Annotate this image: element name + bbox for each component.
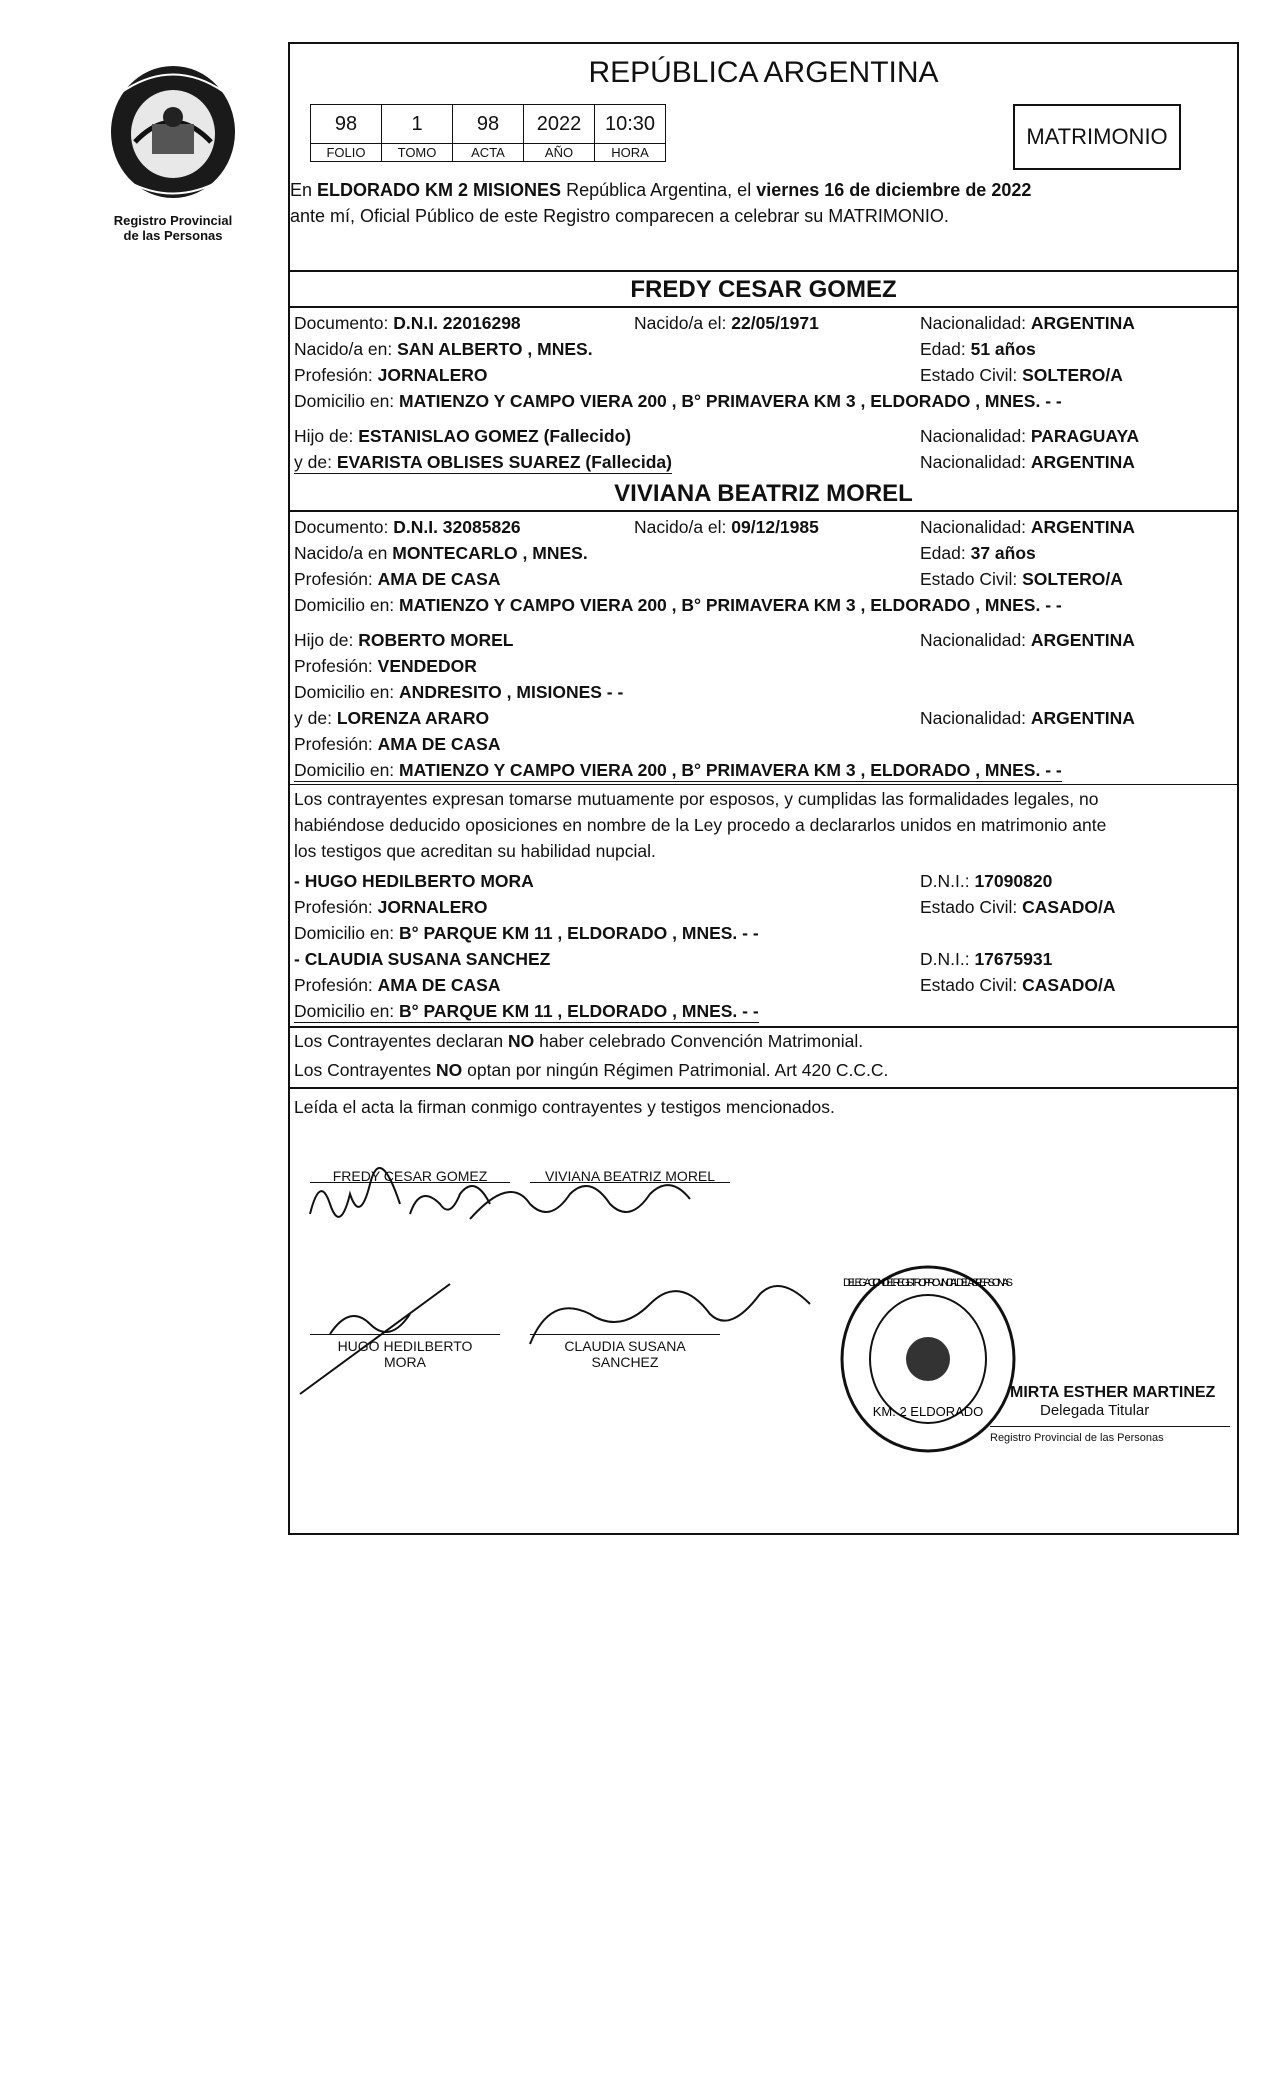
field-label: Nacido/a en	[294, 543, 393, 563]
field-value: SAN ALBERTO , MNES.	[397, 339, 593, 359]
field-label: Estado Civil:	[920, 569, 1023, 589]
text: optan por ningún Régimen Patrimonial. Art 420 C.C.C.	[462, 1060, 889, 1080]
intro-line2: ante mí, Oficial Público de este Registro comparecen a celebrar su MATRIMONIO.	[290, 206, 949, 226]
ano-value: 2022	[524, 105, 595, 144]
hora-label: HORA	[595, 144, 666, 162]
field-label: Domicilio en:	[294, 391, 400, 411]
field-value: B° PARQUE KM 11 , ELDORADO , MNES. - -	[399, 923, 759, 943]
field-label: Domicilio en:	[294, 595, 400, 615]
spouse1-profession	[294, 364, 488, 386]
signature-label-witness2	[530, 1338, 720, 1370]
field-label: D.N.I.:	[920, 871, 975, 891]
stamp-inner-text: KM. 2 ELDORADO	[872, 1404, 984, 1419]
witness1-dni	[920, 870, 1052, 892]
official-office: Registro Provincial de las Personas	[990, 1426, 1230, 1447]
witness1-sig-line1: HUGO HEDILBERTO	[337, 1338, 473, 1354]
intro-prefix: En	[290, 180, 318, 200]
divider	[290, 1026, 1237, 1028]
ceremony-date: viernes 16 de diciembre de 2022	[756, 180, 1032, 200]
signature-label-spouse2: VIVIANA BEATRIZ MOREL	[544, 1168, 716, 1184]
divider	[290, 510, 1237, 512]
official-title: Delegada Titular	[1040, 1402, 1150, 1419]
field-label: Profesión:	[294, 569, 378, 589]
field-value: 22/05/1971	[731, 313, 819, 333]
field-value: MATIENZO Y CAMPO VIERA 200 , B° PRIMAVERA KM 3 , ELDORADO , MNES. - -	[399, 391, 1062, 411]
declaration-line2: habiéndose deducido oposiciones en nombre de la Ley procedo a declararlos unidos en matrimonio ante	[294, 815, 1107, 835]
field-label: Profesión:	[294, 897, 378, 917]
spouse2-father-nationality	[920, 629, 1135, 651]
field-label: Nacido/a el:	[634, 517, 732, 537]
closing-statement: Leída el acta la firman conmigo contrayentes y testigos mencionados.	[294, 1097, 835, 1117]
field-value: 09/12/1985	[731, 517, 819, 537]
tomo-value: 1	[382, 105, 453, 144]
registry-logo	[100, 62, 246, 242]
field-label: Profesión:	[294, 734, 378, 754]
text: haber celebrado Convención Matrimonial.	[534, 1031, 864, 1051]
spouse2-address	[294, 594, 1062, 616]
field-value: AMA DE CASA	[377, 569, 501, 589]
field-label: Nacionalidad:	[920, 630, 1031, 650]
witness1-address	[294, 922, 759, 944]
witness1-civil-status	[920, 896, 1115, 918]
field-label: y de:	[294, 452, 337, 472]
spouse1-nationality	[920, 312, 1135, 334]
witness2-dni	[920, 948, 1052, 970]
field-label: Profesión:	[294, 365, 378, 385]
field-value: JORNALERO	[377, 897, 488, 917]
field-value: B° PARQUE KM 11 , ELDORADO , MNES. - -	[399, 1001, 759, 1021]
field-label: Nacionalidad:	[920, 708, 1031, 728]
spouse2-birthdate	[634, 516, 819, 538]
field-label: Estado Civil:	[920, 975, 1023, 995]
field-value: D.N.I. 22016298	[393, 313, 521, 333]
spouse1-age	[920, 338, 1036, 360]
signature-label-spouse1: FREDY CESAR GOMEZ	[332, 1168, 488, 1184]
intro-middle: República Argentina, el	[561, 180, 757, 200]
field-value: JORNALERO	[377, 365, 488, 385]
field-label: Nacionalidad:	[920, 313, 1031, 333]
text: Los Contrayentes	[294, 1060, 437, 1080]
signature-line	[530, 1334, 720, 1335]
field-label: Domicilio en:	[294, 1001, 400, 1021]
spouse2-civil-status	[920, 568, 1123, 590]
intro-line1	[290, 179, 1031, 201]
convention-line2	[294, 1059, 888, 1081]
field-value: MATIENZO Y CAMPO VIERA 200 , B° PRIMAVERA KM 3 , ELDORADO , MNES. - -	[399, 760, 1062, 780]
field-label: D.N.I.:	[920, 949, 975, 969]
field-value: VENDEDOR	[377, 656, 477, 676]
spouse2-birthplace	[294, 542, 588, 564]
spouse2-name-heading: VIVIANA BEATRIZ MOREL	[614, 480, 913, 507]
tomo-label: TOMO	[382, 144, 453, 162]
spouse1-civil-status	[920, 364, 1123, 386]
field-value: SOLTERO/A	[1022, 569, 1123, 589]
folio-label: FOLIO	[311, 144, 382, 162]
spouse2-document	[294, 516, 521, 538]
provincial-seal-icon	[100, 62, 246, 202]
spouse2-mother	[294, 707, 489, 729]
field-value: SOLTERO/A	[1022, 365, 1123, 385]
official-name: MIRTA ESTHER MARTINEZ	[1010, 1384, 1216, 1401]
spouse1-birthplace	[294, 338, 593, 360]
witness1-sig-line2: MORA	[384, 1354, 426, 1370]
spouse2-mother-nationality	[920, 707, 1135, 729]
field-label: Estado Civil:	[920, 365, 1023, 385]
witness1-profession	[294, 896, 488, 918]
field-value: ARGENTINA	[1030, 313, 1135, 333]
spouse1-father	[294, 425, 631, 447]
spouse1-address	[294, 390, 1062, 412]
spouse1-father-nationality	[920, 425, 1139, 447]
signature-line	[310, 1334, 500, 1335]
field-label: Hijo de:	[294, 426, 359, 446]
field-label: Documento:	[294, 313, 394, 333]
spouse2-father	[294, 629, 513, 651]
declaration-line1: Los contrayentes expresan tomarse mutuamente por esposos, y cumplidas las formalidades legales, no	[294, 789, 1099, 809]
spouse1-document	[294, 312, 521, 334]
spouse2-profession	[294, 568, 500, 590]
field-label: Hijo de:	[294, 630, 359, 650]
field-value: AMA DE CASA	[377, 975, 501, 995]
text: NO	[508, 1031, 535, 1051]
field-label: Edad:	[920, 543, 971, 563]
acta-label: ACTA	[453, 144, 524, 162]
field-label: Domicilio en:	[294, 760, 400, 780]
spouse2-mother-address	[294, 759, 1062, 782]
divider	[290, 270, 1237, 272]
spouse1-name-heading: FREDY CESAR GOMEZ	[630, 276, 897, 303]
field-value: EVARISTA OBLISES SUAREZ (Fallecida)	[336, 452, 672, 472]
ano-label: AÑO	[524, 144, 595, 162]
field-label: Estado Civil:	[920, 897, 1023, 917]
witness1-name: - HUGO HEDILBERTO MORA	[294, 871, 534, 891]
field-label: Edad:	[920, 339, 971, 359]
registry-caption-line2: de las Personas	[123, 228, 223, 243]
field-label: Nacionalidad:	[920, 452, 1031, 472]
witness2-name: - CLAUDIA SUSANA SANCHEZ	[294, 949, 551, 969]
divider	[290, 1087, 1237, 1089]
field-label: y de:	[294, 708, 337, 728]
field-value: ESTANISLAO GOMEZ (Fallecido)	[358, 426, 632, 446]
field-label: Nacido/a el:	[634, 313, 732, 333]
certificate-frame	[288, 42, 1239, 1535]
official-signature-block	[990, 1384, 1230, 1447]
field-value: 51 años	[970, 339, 1036, 359]
witness2-civil-status	[920, 974, 1115, 996]
field-label: Nacionalidad:	[920, 517, 1031, 537]
spouse2-mother-profession	[294, 733, 500, 755]
field-value: 17675931	[974, 949, 1053, 969]
witness2-sig-line2: SANCHEZ	[591, 1354, 659, 1370]
field-label: Domicilio en:	[294, 682, 400, 702]
registry-caption	[100, 213, 246, 243]
registry-fields-table	[310, 104, 666, 162]
declaration-line3: los testigos que acreditan su habilidad nupcial.	[294, 841, 656, 861]
field-value: ARGENTINA	[1030, 517, 1135, 537]
field-label: Domicilio en:	[294, 923, 400, 943]
divider	[290, 784, 1237, 785]
field-value: ROBERTO MOREL	[358, 630, 514, 650]
spouse2-nationality	[920, 516, 1135, 538]
record-type-badge: MATRIMONIO	[1013, 104, 1181, 170]
spouse1-mother	[294, 451, 672, 474]
field-value: ARGENTINA	[1030, 630, 1135, 650]
field-label: Nacionalidad:	[920, 426, 1031, 446]
spouse1-birthdate	[634, 312, 819, 334]
acta-value: 98	[453, 105, 524, 144]
field-value: D.N.I. 32085826	[393, 517, 521, 537]
witness2-address	[294, 1000, 759, 1023]
witness2-sig-line1: CLAUDIA SUSANA	[564, 1338, 686, 1354]
text: NO	[436, 1060, 463, 1080]
field-value: CASADO/A	[1022, 975, 1116, 995]
field-value: 17090820	[974, 871, 1053, 891]
field-value: AMA DE CASA	[377, 734, 501, 754]
field-value: PARAGUAYA	[1030, 426, 1140, 446]
field-value: MATIENZO Y CAMPO VIERA 200 , B° PRIMAVERA KM 3 , ELDORADO , MNES. - -	[399, 595, 1062, 615]
field-label: Nacido/a en:	[294, 339, 398, 359]
field-value: ARGENTINA	[1030, 708, 1135, 728]
field-value: ANDRESITO , MISIONES - -	[399, 682, 624, 702]
spouse2-father-address	[294, 681, 623, 703]
divider	[290, 306, 1237, 308]
spouse2-father-profession	[294, 655, 477, 677]
hora-value: 10:30	[595, 105, 666, 144]
signature-label-witness1	[310, 1338, 500, 1370]
field-label: Profesión:	[294, 975, 378, 995]
spouse1-mother-nationality	[920, 451, 1135, 473]
field-value: ARGENTINA	[1030, 452, 1135, 472]
folio-value: 98	[311, 105, 382, 144]
country-title: REPÚBLICA ARGENTINA	[588, 56, 939, 89]
ceremony-place: ELDORADO KM 2 MISIONES	[317, 180, 562, 200]
stamp-ring-text: DELEGACION DEL REGISTRO PROVINCIAL DE LAS PERSONAS	[843, 1277, 1013, 1289]
convention-line1	[294, 1030, 863, 1052]
field-value: MONTECARLO , MNES.	[392, 543, 588, 563]
field-value: CASADO/A	[1022, 897, 1116, 917]
text: Los Contrayentes declaran	[294, 1031, 509, 1051]
field-label: Documento:	[294, 517, 394, 537]
field-value: 37 años	[970, 543, 1036, 563]
registry-caption-line1: Registro Provincial	[113, 213, 233, 228]
field-value: LORENZA ARARO	[336, 708, 490, 728]
spouse2-age	[920, 542, 1036, 564]
field-label: Profesión:	[294, 656, 378, 676]
witness2-profession	[294, 974, 500, 996]
